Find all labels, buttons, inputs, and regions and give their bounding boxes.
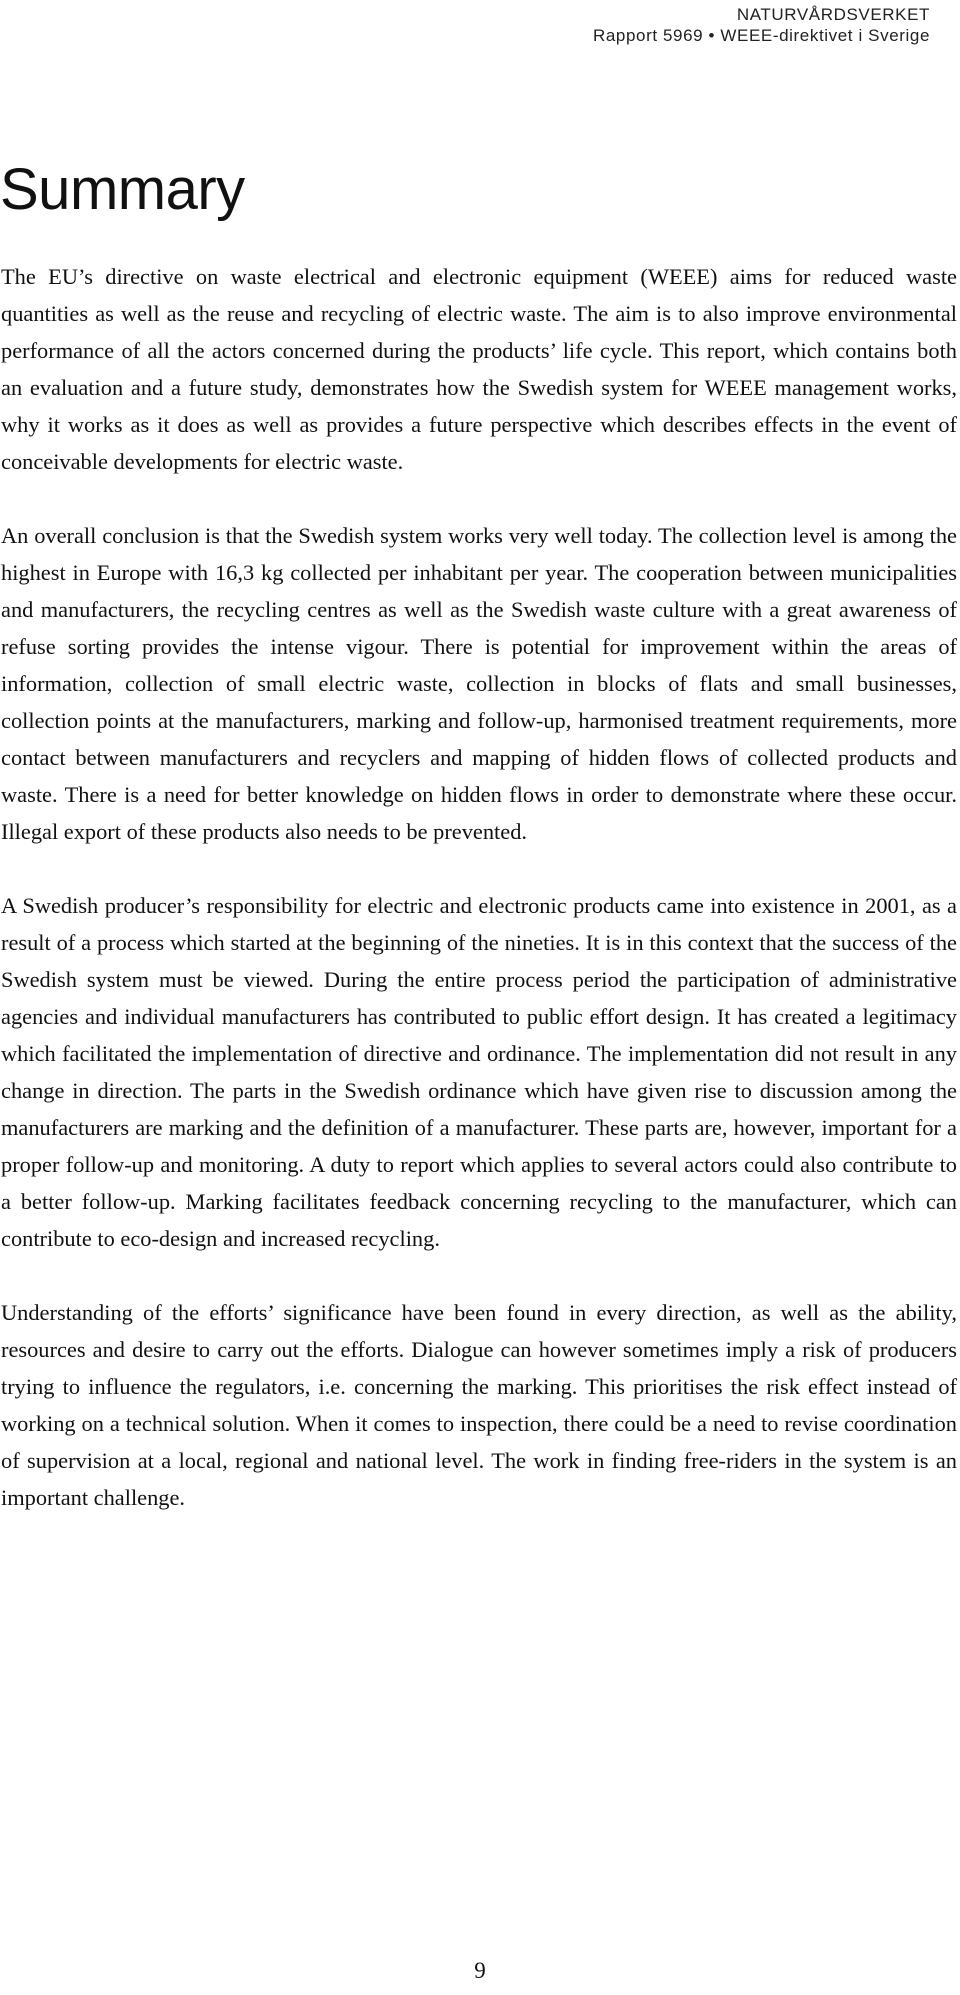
paragraph-1: The EU’s directive on waste electrical and electronic equipment (WEEE) aims for reduced waste quantities as well as the reuse and recycling of electric waste. The aim is to also improve environmental performance of all the actors concerned during the products’ life cycle. This report, which contains both an evaluation and a future study, demonstrates how the Swedish system for WEEE management works, why it works as it does as well as provides a future perspective which describes effects in the event of conceivable developments for electric waste. — [1, 264, 957, 474]
running-header — [593, 4, 930, 46]
header-organization: NATURVÅRDSVERKET — [736, 5, 930, 24]
paragraph-4: Understanding of the efforts’ significance have been found in every direction, as well as the ability, resources and desire to carry out the efforts. Dialogue can however sometimes imply a risk of producers trying to influence the regulators, i.e. concerning the marking. This prioritises the risk effect instead of working on a technical solution. When it comes to inspection, there could be a need to revise coordination of supervision at a local, regional and national level. The work in finding free-riders in the system is an important challenge. — [1, 1300, 957, 1510]
paragraph-3: A Swedish producer’s responsibility for electric and electronic products came into existence in 2001, as a result of a process which started at the beginning of the nineties. It is in this context that the success of the Swedish system must be viewed. During the entire process period the participation of administrative agencies and individual manufacturers has contributed to public effort design. It has created a legitimacy which facilitated the implementation of directive and ordinance. The implementation did not result in any change in direction. The parts in the Swedish ordinance which have given rise to discussion among the manufacturers are marking and the definition of a manufacturer. These parts are, however, important for a proper follow-up and monitoring. A duty to report which applies to several actors could also contribute to a better follow-up. Marking facilitates feedback concerning recycling to the manufacturer, which can contribute to eco-design and increased recycling. — [1, 893, 957, 1251]
header-report-title: Rapport 5969 • WEEE-direktivet i Sverige — [592, 26, 930, 45]
page-title: Summary — [0, 157, 245, 222]
summary-body — [1, 258, 957, 1553]
page-number: 9 — [474, 1958, 486, 1983]
paragraph-2: An overall conclusion is that the Swedish system works very well today. The collection level is among the highest in Europe with 16,3 kg collected per inhabitant per year. The cooperation between municipalities and manufacturers, the recycling centres as well as the Swedish waste culture with a great awareness of refuse sorting provides the intense vigour. There is potential for improvement within the areas of information, collection of small electric waste, collection in blocks of flats and small businesses, collection points at the manufacturers, marking and follow-up, harmonised treatment requirements, more contact between manufacturers and recyclers and mapping of hidden flows of collected products and waste. There is a need for better knowledge on hidden flows in order to demonstrate where these occur. Illegal export of these products also needs to be prevented. — [1, 523, 957, 844]
